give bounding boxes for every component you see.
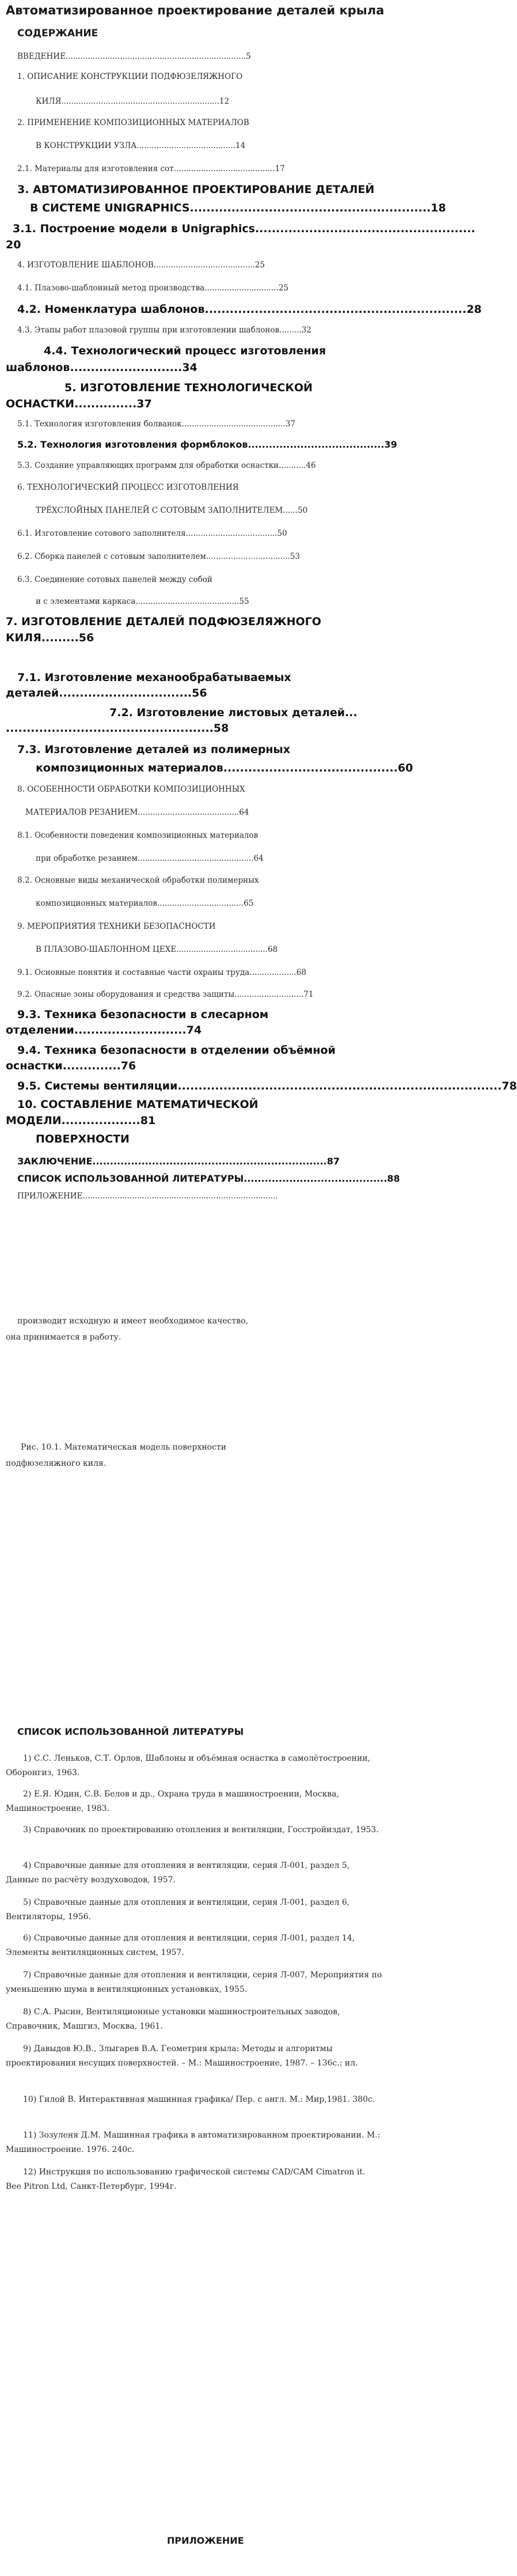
toc-line[interactable]: 7.3. Изготовление деталей из полимерных bbox=[17, 743, 290, 756]
toc-line[interactable]: 6. ТЕХНОЛОГИЧЕСКИЙ ПРОЦЕСС ИЗГОТОВЛЕНИЯ bbox=[17, 483, 239, 492]
toc-line[interactable]: 2.1. Материалы для изготовления сот.........................................17 bbox=[17, 164, 285, 173]
toc-line[interactable]: 8.2. Основные виды механической обработки полимерных bbox=[17, 876, 259, 885]
toc-line[interactable]: отделении...........................74 bbox=[6, 1024, 202, 1037]
toc-line[interactable]: 3.1. Построение модели в Unigraphics..................................................... bbox=[13, 222, 476, 235]
reference-item: 10) Гилой В. Интерактивная машинная графика/ Пер. с англ. М.: Мир,1981. 380с. bbox=[23, 2095, 375, 2104]
toc-line[interactable]: 7.1. Изготовление механообрабатываемых bbox=[17, 671, 291, 684]
toc-line[interactable]: 4.1. Плазово-шаблонный метод производства..............................25 bbox=[17, 283, 289, 293]
toc-line[interactable]: 7. ИЗГОТОВЛЕНИЕ ДЕТАЛЕЙ ПОДФЮЗЕЛЯЖНОГО bbox=[6, 615, 321, 628]
reference-item: 11) Зозуленя Д.М. Машинная графика в автоматизированном проектировании. М.: Машиностроение. 1976. 240с. bbox=[6, 2131, 381, 2154]
toc-line[interactable]: 3. АВТОМАТИЗИРОВАННОЕ ПРОЕКТИРОВАНИЕ ДЕТАЛЕЙ bbox=[17, 183, 375, 196]
reference-item: 12) Инструкция по использованию графической системы CAD/CAM Cimatron it. Bee Pitron Ltd, Санкт-Петербург, 1994г. bbox=[6, 2168, 366, 2191]
toc-line[interactable]: 10. СОСТАВЛЕНИЕ МАТЕМАТИЧЕСКОЙ bbox=[17, 1098, 258, 1111]
toc-line[interactable]: 9.1. Основные понятия и составные части охраны труда...................68 bbox=[17, 968, 306, 977]
toc-line[interactable]: 7.2. Изготовление листовых деталей... bbox=[109, 706, 358, 719]
toc-line[interactable]: 4.4. Технологический процесс изготовления bbox=[44, 345, 326, 357]
toc-line[interactable]: 9. МЕРОПРИЯТИЯ ТЕХНИКИ БЕЗОПАСНОСТИ bbox=[17, 922, 216, 931]
toc-line[interactable]: 9.4. Техника безопасности в отделении объёмной bbox=[17, 1044, 336, 1057]
toc-line[interactable]: ЗАКЛЮЧЕНИЕ...................................................................87 bbox=[17, 1156, 340, 1167]
toc-line[interactable]: 2. ПРИМЕНЕНИЕ КОМПОЗИЦИОННЫХ МАТЕРИАЛОВ bbox=[17, 118, 249, 127]
reference-item: 9) Давыдов Ю.В., Злыгарев В.А. Геометрия крыла: Методы и алгоритмы проектирования несущих поверхностей. – М.: Машиностроение, 1987. – 136с.: ил. bbox=[6, 2044, 358, 2068]
toc-line[interactable]: 9.5. Системы вентиляции..............................................................................78 bbox=[17, 1080, 517, 1092]
appendix-heading: ПРИЛОЖЕНИЕ bbox=[167, 2535, 244, 2546]
toc-line[interactable]: МАТЕРИАЛОВ РЕЗАНИЕМ.........................................64 bbox=[25, 808, 249, 817]
toc-line[interactable]: МОДЕЛИ...................81 bbox=[6, 1114, 156, 1127]
toc-line[interactable]: 9.3. Техника безопасности в слесарном bbox=[17, 1008, 269, 1021]
toc-line[interactable]: при обработке резанием...............................................64 bbox=[36, 854, 264, 863]
figure-caption: подфюзеляжного киля. bbox=[6, 1459, 107, 1468]
toc-line[interactable]: 6.2. Сборка панелей с сотовым заполнителем..................................53 bbox=[17, 552, 300, 561]
toc-line[interactable]: 6.1. Изготовление сотового заполнителя.....................................50 bbox=[17, 529, 287, 538]
toc-line[interactable]: композиционных материалов...................................65 bbox=[36, 899, 254, 908]
reference-item: 2) Е.Я. Юдин, С.В. Белов и др., Охрана труда в машиностроении, Москва, Машиностроение, 1983. bbox=[6, 1790, 339, 1813]
reference-item: 4) Справочные данные для отопления и вентиляции, серия Л-001, раздел 5, Данные по расчёту воздуховодов, 1957. bbox=[6, 1861, 350, 1885]
reference-item: 1) С.С. Леньков, С.Т. Орлов, Шаблоны и объёмная оснастка в самолётостроении, Оборонгиз, 1963. bbox=[6, 1754, 371, 1777]
toc-line[interactable]: 5.3. Создание управляющих программ для обработки оснастки...........46 bbox=[17, 461, 316, 470]
toc-line[interactable]: 1. ОПИСАНИЕ КОНСТРУКЦИИ ПОДФЮЗЕЛЯЖНОГО bbox=[17, 72, 243, 81]
reference-item: 5) Справочные данные для отопления и вентиляции, серия Л-001, раздел 6, Вентиляторы, 1956. bbox=[6, 1898, 350, 1921]
toc-line[interactable]: ПРИЛОЖЕНИЕ............................................................................... bbox=[17, 1191, 278, 1201]
toc-heading: СОДЕРЖАНИЕ bbox=[17, 28, 98, 39]
reference-item: 7) Справочные данные для отопления и вентиляции, серия Л-007, Мероприятия по уменьшению шума в вентиляционных установках, 1955. bbox=[6, 1970, 382, 1994]
toc-line[interactable]: композиционных материалов..........................................60 bbox=[36, 762, 413, 774]
toc-line[interactable]: ПОВЕРХНОСТИ bbox=[36, 1133, 130, 1145]
toc-line[interactable]: 8.1. Особенности поведения композиционных материалов bbox=[17, 831, 258, 840]
reference-item: 8) С.А. Рысин, Вентиляционные установки машиностроительных заводов, Справочник, Машгиз, Москва, 1961. bbox=[6, 2007, 340, 2031]
toc-line[interactable]: 8. ОСОБЕННОСТИ ОБРАБОТКИ КОМПОЗИЦИОННЫХ bbox=[17, 785, 245, 794]
toc-line[interactable]: оснастки..............76 bbox=[6, 1060, 136, 1072]
toc-line[interactable]: В ПЛАЗОВО-ШАБЛОННОМ ЦЕХЕ.....................................68 bbox=[36, 945, 278, 954]
toc-line[interactable]: СПИСОК ИСПОЛЬЗОВАННОЙ ЛИТЕРАТУРЫ.........................................88 bbox=[17, 1173, 400, 1184]
body-paragraph-line: она принимается в работу. bbox=[6, 1333, 121, 1342]
references-heading: СПИСОК ИСПОЛЬЗОВАННОЙ ЛИТЕРАТУРЫ bbox=[17, 1726, 244, 1737]
toc-line[interactable]: 9.2. Опасные зоны оборудования и средства защиты............................71 bbox=[17, 990, 314, 999]
toc-line[interactable]: КИЛЯ................................................................12 bbox=[36, 97, 230, 106]
toc-line[interactable]: 4.3. Этапы работ плазовой группы при изготовлении шаблонов.........32 bbox=[17, 326, 311, 335]
toc-line[interactable]: ВВЕДЕНИЕ.........................................................................5 bbox=[17, 52, 251, 61]
toc-line[interactable]: 5. ИЗГОТОВЛЕНИЕ ТЕХНОЛОГИЧЕСКОЙ bbox=[64, 381, 313, 394]
toc-line[interactable]: 20 bbox=[6, 239, 21, 251]
reference-item: 3) Справочник по проектированию отопления и вентиляции, Госстройиздат, 1953. bbox=[23, 1825, 379, 1834]
toc-line[interactable]: КИЛЯ.........56 bbox=[6, 631, 94, 644]
reference-item: 6) Справочные данные для отопления и вентиляции, серия Л-001, раздел 14, Элементы вентиляционных систем, 1957. bbox=[6, 1934, 355, 1957]
toc-line[interactable]: 6.3. Соединение сотовых панелей между собой bbox=[17, 575, 212, 584]
toc-line[interactable]: 5.2. Технология изготовления формблоков.......................................39 bbox=[17, 439, 397, 450]
document-title: Автоматизированное проектирование деталей крыла bbox=[6, 3, 385, 17]
toc-line[interactable]: 5.1. Технология изготовления болванок..........................................37 bbox=[17, 419, 295, 429]
toc-line[interactable]: В КОНСТРУКЦИИ УЗЛА........................................14 bbox=[36, 141, 246, 150]
figure-caption: Рис. 10.1. Математическая модель поверхности bbox=[21, 1443, 226, 1452]
toc-line[interactable]: шаблонов...........................34 bbox=[6, 361, 197, 374]
body-paragraph-line: производит исходную и имеет необходимое качество, bbox=[17, 1317, 249, 1326]
toc-line[interactable]: ТРЁХСЛОЙНЫХ ПАНЕЛЕЙ С СОТОВЫМ ЗАПОЛНИТЕЛЕМ......50 bbox=[36, 506, 308, 515]
toc-line[interactable]: 4.2. Номенклатура шаблонов...............................................................28 bbox=[17, 303, 482, 316]
toc-line[interactable]: деталей................................56 bbox=[6, 687, 207, 699]
toc-line[interactable]: 4. ИЗГОТОВЛЕНИЕ ШАБЛОНОВ.........................................25 bbox=[17, 260, 265, 270]
toc-line[interactable]: ОСНАСТКИ...............37 bbox=[6, 398, 152, 410]
toc-line[interactable]: и с элементами каркаса..........................................55 bbox=[36, 597, 249, 606]
toc-line[interactable]: В СИСТЕМЕ UNIGRAPHICS..........................................................18 bbox=[30, 202, 446, 214]
toc-line[interactable]: ..................................................58 bbox=[6, 722, 229, 735]
